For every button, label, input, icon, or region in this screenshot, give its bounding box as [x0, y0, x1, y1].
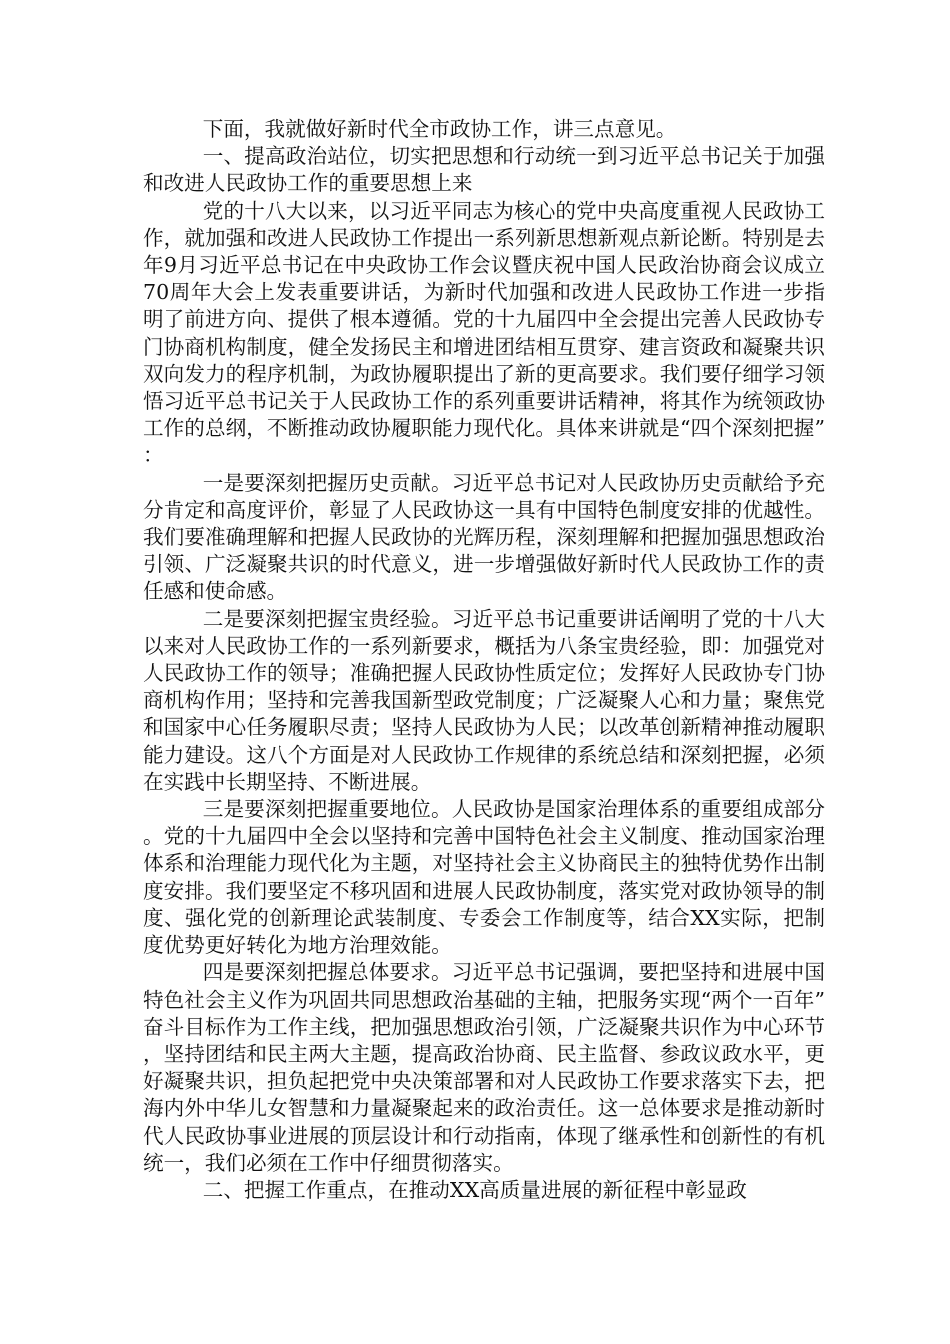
- section-heading-2: 二、把握工作重点，在推动XX高质量进展的新征程中彰显政: [202, 1177, 747, 1202]
- paragraph: 四是要深刻把握总体要求。习近平总书记强调，要把坚持和进展中国特色社会主义作为巩固共同思想政治基础的主轴，把服务实现“两个一百年”奋斗目标作为工作主线，把加强思想政治引领，广泛凝聚共识作为中心环节，坚持团结和民主两大主题，提高政治协商、民主监督、参政议政水平，更好凝聚共识，担负起把党中央决策部署和对人民政协工作要求落实下去，把海内外中华儿女智慧和力量凝聚起来的政治责任。这一总体要求是推动新时代人民政协事业进展的顶层设计和行动指南，体现了继承性和创新性的有机统一，我们必须在工作中仔细贯彻落实。: [143, 960, 825, 1175]
- section-heading-1: 一、提高政治站位，切实把思想和行动统一到习近平总书记关于加强和改进人民政协工作的重要思想上来: [143, 144, 825, 196]
- paragraph: 党的十八大以来，以习近平同志为核心的党中央高度重视人民政协工作，就加强和改进人民政协工作提出一系列新思想新观点新论断。特别是去年9月习近平总书记在中央政协工作会议暨庆祝中国人民政治协商会议成立70周年大会上发表重要讲话，为新时代加强和改进人民政协工作进一步指明了前进方向、提供了根本遵循。党的十九届四中全会提出完善人民政协专门协商机构制度，健全发扬民主和增进团结相互贯穿、建言资政和凝聚共识双向发力的程序机制，为政协履职提出了新的更高要求。我们要仔细学习领悟习近平总书记关于人民政协工作的系列重要讲话精神，将其作为统领政协工作的总纲，不断推动政协履职能力现代化。具体来讲就是“四个深刻把握”：: [143, 198, 825, 468]
- paragraph: 三是要深刻把握重要地位。人民政协是国家治理体系的重要组成部分。党的十九届四中全会以坚持和完善中国特色社会主义制度、推动国家治理体系和治理能力现代化为主题，对坚持社会主义协商民主的独特优势作出制度安排。我们要坚定不移巩固和进展人民政协制度，落实党对政协领导的制度、强化党的创新理论武装制度、专委会工作制度等，结合XX实际，把制度优势更好转化为地方治理效能。: [143, 797, 825, 958]
- paragraph: 二是要深刻把握宝贵经验。习近平总书记重要讲话阐明了党的十八大以来对人民政协工作的一系列新要求，概括为八条宝贵经验，即：加强党对人民政协工作的领导；准确把握人民政协性质定位；发挥好人民政协专门协商机构作用；坚持和完善我国新型政党制度；广泛凝聚人心和力量；聚焦党和国家中心任务履职尽责；坚持人民政协为人民；以改革创新精神推动履职能力建设。这八个方面是对人民政协工作规律的系统总结和深刻把握，必须在实践中长期坚持、不断进展。: [143, 606, 825, 794]
- paragraph-intro: 下面，我就做好新时代全市政协工作，讲三点意见。: [202, 117, 677, 141]
- paragraph: 一是要深刻把握历史贡献。习近平总书记对人民政协历史贡献给予充分肯定和高度评价，彰显了人民政协这一具有中国特色制度安排的优越性。我们要准确理解和把握人民政协的光辉历程，深刻理解和把握加强思想政治引领、广泛凝聚共识的时代意义，进一步增强做好新时代人民政协工作的责任感和使命感。: [143, 470, 825, 604]
- document-body: [143, 116, 825, 1204]
